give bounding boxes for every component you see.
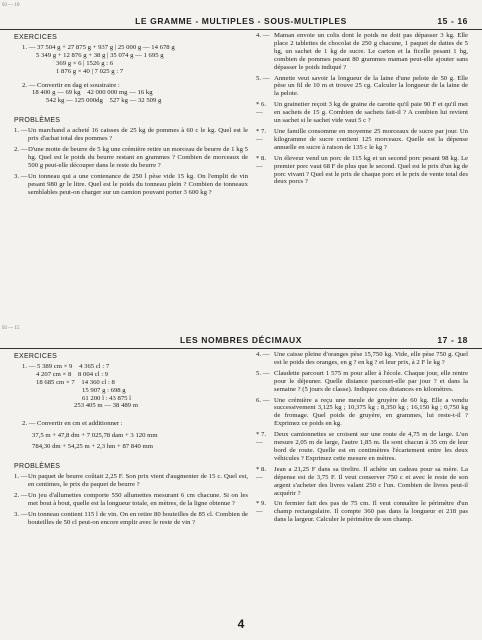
bottom-section-header bbox=[0, 333, 482, 347]
top-section-pages: 15 - 16 bbox=[437, 16, 468, 26]
top-section-title: LE GRAMME - MULTIPLES - SOUS-MULTIPLES bbox=[135, 16, 347, 26]
page-number: 4 bbox=[237, 617, 245, 631]
bottom-exercise-1: 1. — 5 389 cm × 9 4 365 cl : 7 4 207 cm × 8 8 004 cl : 9 18 685 cm × 7 14 360 cl : 8 15 907 g : 698 g 61 200 l : 43 875 l 253 405 m — 38 489 m bbox=[22, 362, 138, 410]
bottom-right-column bbox=[256, 351, 468, 527]
top-section-header bbox=[0, 14, 482, 28]
bottom-problems-heading: PROBLÈMES bbox=[14, 463, 61, 471]
top-problem-4: 4. — Maman envoie un colis dont le poids ne doit pas dépasser 3 kg. Elle place 2 tablettes de chocolat de 250 g chacune, 1 paquet de dattes de 5 hg, un sachet de 1 kg de sucre. Le carton et la ficelle pesant 1 hg, combien de pommes pesant 80 grammes maman peut-elle ajouter sans dépasser le poids indiqué ? bbox=[256, 32, 468, 71]
bottom-problem-7: * 7. — Deux camionnettes se croisent sur une route de 4,75 m de large. L'un mesure 2,05 m de large, l'autre 1,85 m. Ils sont chacun à 35 cm de leur bord de route. Quelle est en centimètres l'écartement entre les deux véhicules ? Exprimez cette mesure en mètres. bbox=[256, 431, 468, 462]
bottom-exercise-2: 2. — Convertir en cm et additionner : 37,5 m + 47,8 dm + 7 025,78 dam + 3 120 mm 784,30 dm + 54,25 m + 2,3 hm + 87 840 mm bbox=[22, 420, 158, 451]
bottom-header-rule bbox=[0, 348, 482, 349]
top-problems-heading: PROBLÈMES bbox=[14, 117, 61, 125]
bottom-problem-8: * 8. — Jean a 21,25 F dans sa tirelire. Il achète un cadeau pour sa mère. La dépense est de 3,75 F. Il veut conserver 750 c et avec le reste de son argent s'acheter des livres valant 250 c l'un. Combien de livres peut-il acquérir ? bbox=[256, 465, 468, 497]
top-problem-3: 3. — Un tonneau qui a une contenance de 250 l pèse vide 15 kg. On l'emplit de vin pesant 980 gr le litre. Quel est le poids du tonneau plein ? Combien de tonneaux semblables peut-on charger sur un camion pouvant porter 3 600 kg ? bbox=[14, 172, 248, 196]
top-header-rule bbox=[0, 29, 482, 30]
top-problem-1: 1. — Un marchand a acheté 16 caisses de 25 kg de pommes à 60 c le kg. Quel est le prix d'achat total des pommes ? bbox=[14, 127, 248, 143]
top-problem-5: 5. — Annette veut savoir la longueur de la laine d'une pelote de 50 g. Elle pèse un fil de 10 m et trouve 25 cg. Calculer la longueur de la laine de la pelote. bbox=[256, 74, 468, 98]
bottom-problem-3: 3. — Un tonneau contient 115 l de vin. On en retire 80 bouteilles de 85 cl. Combien de bouteilles de 50 cl peut-on encore emplir avec le reste de vin ? bbox=[14, 510, 248, 526]
top-problem-7: * 7. — Une famille consomme en moyenne 25 morceaux de sucre par jour. Un kilogramme de sucre contient 125 morceaux. Quelle est la dépense annuelle en sucre à raison de 135 c le kg ? bbox=[256, 127, 468, 151]
top-exercises-heading: EXERCICES bbox=[14, 34, 58, 41]
top-problem-8: * 8. — Un éleveur vend un porc de 115 kg et un second porc pesant 98 kg. Le premier porc vaut 68 F de plus que le second. Quel est le prix d'un kg de porc vivant ? Quel est le prix de chaque porc et le prix de vente total des deux porcs ? bbox=[256, 154, 468, 186]
bottom-problem-9: * 9. — Un fermier fait des pas de 75 cm. Il veut connaître le périmètre d'un champ rectangulaire. Il compte 360 pas dans la longueur et 218 pas dans la largeur. Calculer le périmètre de son champ. bbox=[256, 500, 468, 524]
bottom-problem-5: 5. — Claudette parcourt 1 575 m pour aller à l'école. Chaque jour, elle rentre pour le déjeuner. Quelle distance parcourt-elle par jour ? et dans la semaine ? (5 jours de classe). Indiquez ces distances en kilomètres. bbox=[256, 369, 468, 393]
margin-mark-mid: 93 — 15 bbox=[2, 326, 20, 331]
bottom-problem-4: 4. — Une caisse pleine d'oranges pèse 15,750 kg. Vide, elle pèse 750 g. Quel est le poids des oranges, en g ? en kg ? et leur prix, à 2 F le kg ? bbox=[256, 351, 468, 366]
bottom-left-column bbox=[14, 351, 248, 529]
bottom-exercises-heading: EXERCICES bbox=[14, 353, 58, 360]
bottom-section-pages: 17 - 18 bbox=[437, 335, 468, 345]
top-problem-2: 2. — D'une motte de beurre de 5 kg une crémière retire un morceau de beurre de 1 kg 5 hg. Quel est le poids du beurre restant en grammes ? Combien de morceaux de 500 g peut-elle découper dans le reste du beurre ? bbox=[14, 145, 248, 169]
top-right-column bbox=[256, 32, 468, 189]
bottom-problem-6: 6. — Une crémière a reçu une meule de gruyère de 60 kg. Elle a vendu successivement 3,125 kg ; 10,375 kg ; 8,350 kg ; 16,150 kg ; 0,750 kg de fromage. Quel poids de gruyère, en grammes, lui reste-t-il ? Exprimez ce poids en kg. bbox=[256, 396, 468, 428]
top-exercise-2: 2. — Convertir en dag et soustraire : 18 400 g — 69 kg 42 000 000 mg — 16 kg 542 kg — 125 000dg 527 kg — 32 509 g bbox=[22, 81, 162, 105]
bottom-problem-2: 2. — Un jeu d'allumettes comporte 550 allumettes mesurant 6 cm chacune. Si on les met bout à bout, quelle est la longueur totale, en mètres, de la ligne obtenue ? bbox=[14, 491, 248, 507]
top-exercise-1: 1. — 37 504 g + 27 875 g + 937 g | 25 000 g — 14 678 g 5 349 g + 12 876 g + 38 g | 35 074 g — 1 695 g 369 g × 6 | 1526 g : 6 1 876 g × 40 | 7 025 g : 7 bbox=[22, 43, 175, 75]
bottom-section-title: LES NOMBRES DÉCIMAUX bbox=[179, 335, 303, 345]
top-left-column bbox=[14, 32, 248, 199]
top-problem-6: * 6. — Un grainetier reçoit 3 kg de graine de carotte qu'il paie 90 F et qu'il met en sachets de 15 g. Combien de sachets fait-il ? A combien lui revient un sachet si le sachet vide vaut 5 c ? bbox=[256, 101, 468, 125]
margin-mark-top: 93 — 10 bbox=[2, 3, 20, 8]
bottom-problem-1: 1. — Un paquet de beurre coûtait 2,25 F. Son prix vient d'augmenter de 15 c. Quel est, en centimes, le prix du paquet de beurre ? bbox=[14, 472, 248, 488]
